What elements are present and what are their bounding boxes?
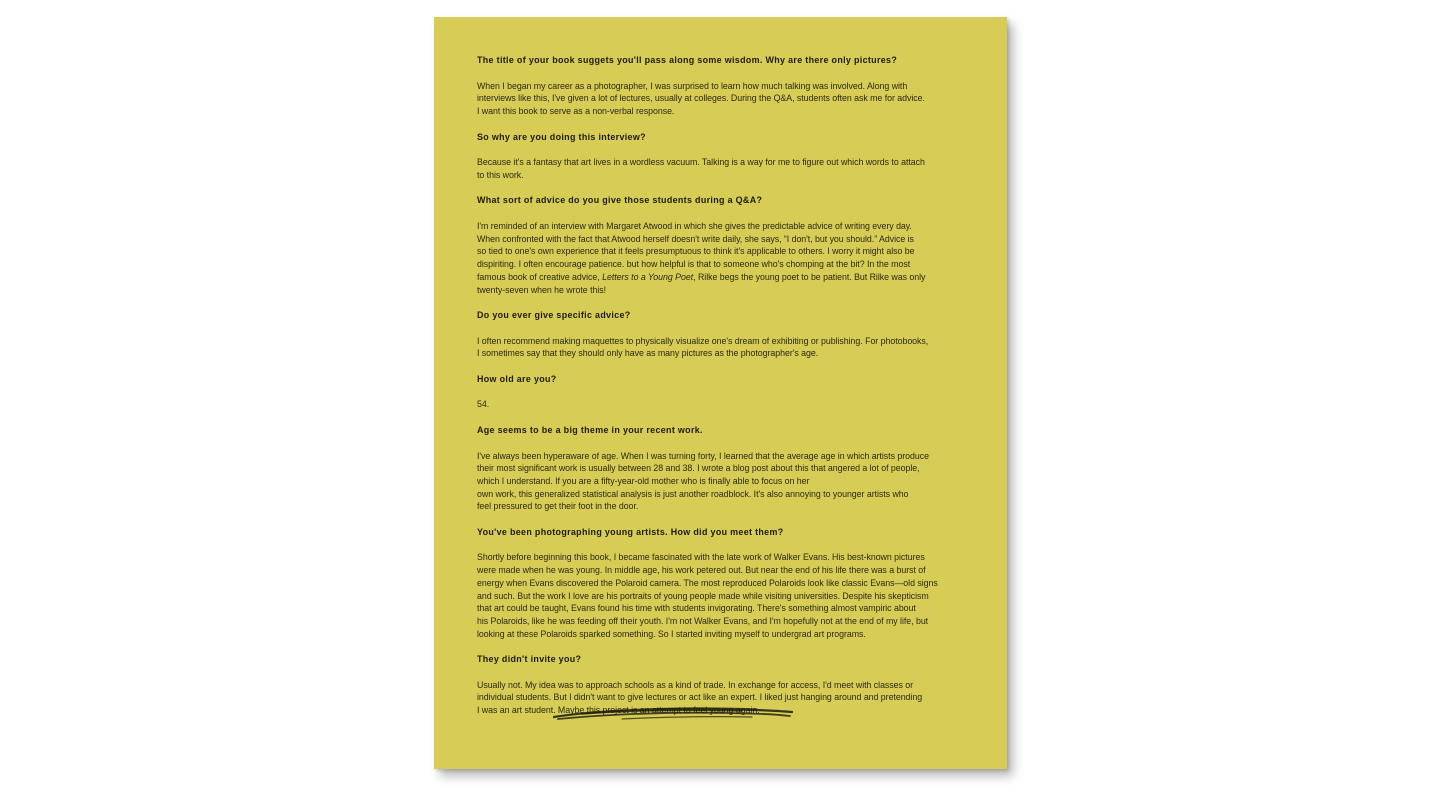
answer <box>477 399 965 412</box>
answer-line: individual students. But I didn't want to give lectures or act like an expert. I liked just hanging around and pretending <box>477 692 923 704</box>
answer-line: own work, this generalized statistical analysis is just another roadblock. It's also annoying to younger artists who <box>477 488 909 500</box>
answer-line: and such. But the work I love are his portraits of young people made while visiting universities. Despite his skepticism <box>477 590 929 602</box>
answer-line-with-italic: famous book of creative advice, Letters to a Young Poet, Rilke begs the young poet to be patient. But Rilke was only <box>477 271 926 283</box>
answer-line: When confronted with the fact that Atwood herself doesn't write daily, she says, “I don't, but you should.” Advice is <box>477 233 914 245</box>
answer <box>477 336 965 361</box>
question: The title of your book suggets you'll pass along some wisdom. Why are there only pictures? <box>477 55 898 66</box>
question: What sort of advice do you give those students during a Q&A? <box>477 195 763 207</box>
answer-line: to this work. <box>477 169 524 181</box>
answer-line: twenty-seven when he wrote this! <box>477 284 607 296</box>
answer-line: that art could be taught, Evans found his time with students invigorating. There's something almost vampiric about <box>477 603 916 615</box>
answer-line: feel pressured to get their foot in the door. <box>477 501 639 513</box>
answer-line: When I began my career as a photographer, I was surprised to learn how much talking was involved. Along with <box>477 80 908 92</box>
question: So why are you doing this interview? <box>477 131 646 143</box>
book-title: Letters to a Young Poet <box>602 271 694 283</box>
answer-line: I want this book to serve as a non-verbal response. <box>477 106 675 118</box>
answer <box>477 552 965 641</box>
answer-line: dispiriting. I often encourage patience. but how helpful is that to someone who's chomping at the bit? In the most <box>477 259 911 271</box>
question: How old are you? <box>477 373 557 385</box>
interview-text <box>477 55 965 731</box>
answer-line: looking at these Polaroids sparked something. So I started inviting myself to undergrad art programs. <box>477 628 866 640</box>
answer-line: their most significant work is usually between 28 and 38. I wrote a blog post about this that angered a lot of people, <box>477 463 920 475</box>
question: You've been photographing young artists. How did you meet them? <box>477 526 784 538</box>
answer-line: were made when he was young. In middle age, his work petered out. But near the end of his life there was a burst of <box>477 565 926 577</box>
answer-line: energy when Evans discovered the Polaroid camera. The most reproduced Polaroids look like classic Evans—old signs <box>477 577 938 589</box>
answer-line: his Polaroids, like he was feeding off their youth. I'm not Walker Evans, and I'm hopefully not at the end of my life, but <box>477 615 929 627</box>
question: Do you ever give specific advice? <box>477 309 631 321</box>
marker-scribble <box>552 700 796 724</box>
answer-line: so tied to one's own experience that it feels presumptuous to think it's applicable to others. I worry it might also be <box>477 246 915 258</box>
answer <box>477 81 965 119</box>
answer-line: interviews like this, I've given a lot of lectures, usually at colleges. During the Q&A, students often ask me for advice. <box>477 93 925 105</box>
answer-line: I sometimes say that they should only have as many pictures as the photographer's age. <box>477 348 819 360</box>
answer-line: Usually not. My idea was to approach schools as a kind of trade. In exchange for access, I'd meet with classes or <box>477 679 914 691</box>
answer-line: I often recommend making maquettes to physically visualize one's dream of exhibiting or publishing. For photobooks, <box>477 335 929 347</box>
question: They didn't invite you? <box>477 654 582 666</box>
answer-line: which I understand. If you are a fifty-year-old mother who is finally able to focus on her <box>477 475 810 487</box>
answer <box>477 157 965 182</box>
answer-line: 54. <box>477 399 490 411</box>
answer-line: I've always been hyperaware of age. When I was turning forty, I learned that the average age in which artists produce <box>477 450 929 462</box>
answer <box>477 221 965 297</box>
answer-line: Shortly before beginning this book, I became fascinated with the late work of Walker Evans. His best-known pictures <box>477 552 925 564</box>
answer <box>477 451 965 515</box>
book-page <box>434 17 1007 769</box>
answer-line: Because it's a fantasy that art lives in a wordless vacuum. Talking is a way for me to figure out which words to attach <box>477 157 925 169</box>
answer-line: I'm reminded of an interview with Margaret Atwood in which she gives the predictable advice of writing every day. <box>477 221 912 232</box>
question: Age seems to be a big theme in your recent work. <box>477 424 703 436</box>
answer-line: I was an art student. Maybe this project is an attempt to feel young again. <box>477 705 760 717</box>
